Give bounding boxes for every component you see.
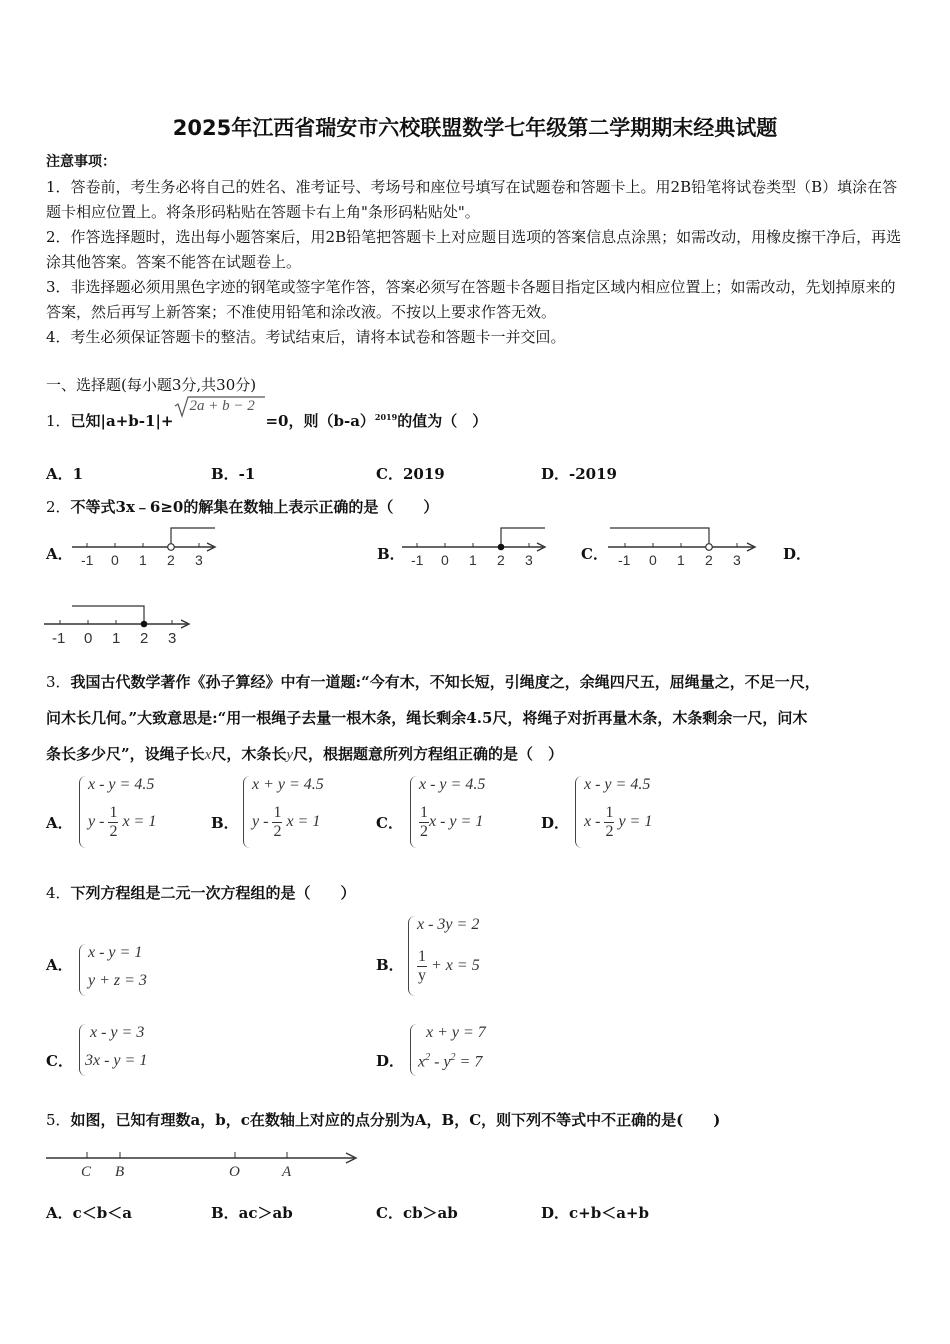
denominator: 2 [109, 823, 118, 840]
equation-part: x = 1 [122, 813, 157, 831]
equation: x - 3y = 2 [417, 916, 480, 933]
tick-label: 1 [112, 630, 121, 647]
q1-option-a: A．1 [46, 465, 84, 483]
tick-label: 0 [441, 552, 449, 568]
equation-part: + x = 5 [431, 957, 480, 975]
q4-system-d [410, 1022, 510, 1078]
number-line-d [42, 600, 197, 648]
q3-line-3b: 尺，木条长 [211, 745, 287, 763]
q3-system-d [575, 774, 685, 850]
q3-system-a [79, 774, 189, 850]
q1-text-post: =0，则（b-a） [265, 412, 375, 430]
q3-label-c: C． [376, 814, 403, 832]
q4-label-c: C． [46, 1052, 73, 1070]
brace [79, 776, 86, 848]
equation: x + y = 4.5 [252, 776, 324, 793]
fraction [419, 804, 429, 841]
q2-label-d: D． [783, 545, 812, 563]
tick-label: 2 [167, 552, 175, 568]
tick-label: 1 [469, 552, 477, 568]
notice-item-3: 3．非选择题必须用黑色字迹的钢笔或签字笔作答，答案必须写在答题卡各题目指定区域内相应位置上；如需改动，先划掉原来的答案，然后再写上新答案；不准使用铅笔和涂改液。不按以上要求作答无效。 [46, 278, 896, 321]
tick-label: -1 [81, 552, 94, 568]
q3-system-c [410, 774, 520, 850]
q1-option-b: B．-1 [211, 465, 256, 483]
q1-option-c: C．2019 [376, 465, 445, 483]
question-2 [46, 496, 438, 517]
q4-label-b: B． [376, 956, 404, 974]
point-label: A [282, 1164, 292, 1180]
question-number: 2． [46, 498, 71, 516]
q4-text: 下列方程组是二元一次方程组的是（ ） [70, 884, 356, 902]
notice-heading: 注意事项： [46, 154, 116, 170]
brace [79, 944, 86, 996]
q5-option-a: A．c＜b＜a [46, 1204, 132, 1222]
q3-line-3a: 条长多少尺”，设绳子长 [46, 745, 205, 763]
question-4 [46, 882, 356, 903]
numerator: 1 [418, 948, 426, 965]
equation-part: y - [252, 813, 269, 831]
tick-label: 3 [168, 630, 177, 647]
tick-label: 2 [140, 630, 149, 647]
exponent: 2019 [374, 412, 398, 422]
tick-label: 0 [111, 552, 119, 568]
q1-text-tail: 的值为（ ） [397, 412, 488, 430]
q2-label-c: C． [581, 545, 608, 563]
equation: x - y = 4.5 [88, 776, 155, 793]
point-label: C [81, 1164, 92, 1180]
equation: x - y = 1 [88, 944, 143, 961]
equation: y + z = 3 [88, 972, 147, 989]
tick-label: 2 [705, 552, 713, 568]
brace [243, 776, 250, 848]
q5-option-d: D．c+b＜a+b [541, 1204, 649, 1222]
tick-label: 0 [84, 630, 93, 647]
notice-item-1: 1．答卷前，考生务必将自己的姓名、准考证号、考场号和座位号填写在试题卷和答题卡上。用2B铅笔将试卷类型（B）填涂在答题卡相应位置上。将条形码粘贴在答题卡右上角"条形码粘贴处"。 [46, 178, 898, 221]
tick-label: 1 [677, 552, 685, 568]
equation-part: y - [88, 813, 105, 831]
equation-part: x - y = 1 [429, 813, 484, 831]
section-heading: 一、选择题(每小题3分,共30分) [46, 376, 257, 394]
equation-part: x = 1 [286, 813, 321, 831]
tick-label: -1 [411, 552, 424, 568]
q5-number-line [44, 1147, 364, 1181]
fraction [108, 804, 118, 841]
q1-option-d: D．-2019 [541, 465, 617, 483]
tick-label: 3 [733, 552, 741, 568]
fraction [272, 804, 282, 841]
radical-content: 2a + b − 2 [189, 398, 255, 414]
q2-label-a: A． [46, 545, 73, 563]
q4-label-a: A． [46, 956, 73, 974]
number-line-c [606, 525, 761, 570]
superscript: 2 [450, 1052, 456, 1063]
equation: x + y = 7 [426, 1024, 486, 1041]
point-label: B [115, 1164, 125, 1180]
notice-section [46, 150, 908, 350]
q3-system-b [243, 774, 353, 850]
denominator: 2 [605, 823, 614, 840]
q2-text: 不等式3x﹣6≥0的解集在数轴上表示正确的是（ ） [70, 498, 439, 516]
numerator: 1 [420, 804, 428, 821]
q5-option-c: C．cb＞ab [376, 1204, 458, 1222]
q4-system-a [79, 942, 179, 998]
question-1 [46, 398, 488, 431]
tick-label: -1 [618, 552, 631, 568]
equation: x - y = 4.5 [419, 776, 486, 793]
point-label: O [229, 1164, 240, 1180]
question-number: 5． [46, 1111, 71, 1129]
tick-label: 0 [649, 552, 657, 568]
q3-label-d: D． [541, 814, 570, 832]
fraction [417, 948, 427, 985]
radical-expression [173, 398, 265, 430]
q1-text-pre: 已知|a+b-1|+ [70, 412, 174, 430]
page-title: 2025年江西省瑞安市六校联盟数学七年级第二学期期末经典试题 [172, 116, 778, 140]
q3-label-b: B． [211, 814, 239, 832]
denominator: 2 [420, 823, 428, 840]
equation-part: = 7 [455, 1053, 483, 1071]
q4-system-c [79, 1022, 179, 1078]
question-3 [46, 664, 916, 773]
superscript: 2 [425, 1052, 431, 1063]
brace [575, 776, 582, 848]
var-x: x [204, 747, 212, 763]
q4-label-d: D． [376, 1052, 405, 1070]
tick-label: 3 [195, 552, 203, 568]
question-number: 1． [46, 412, 71, 430]
fraction [604, 804, 614, 841]
numerator: 1 [273, 804, 282, 821]
numerator: 1 [109, 804, 118, 821]
denominator: y [418, 967, 426, 984]
question-number: 3． [46, 673, 71, 691]
equation-part: y = 1 [618, 813, 653, 831]
q3-line-3c: 尺，根据题意所列方程组正确的是（ ） [293, 745, 564, 763]
q5-option-b: B．ac＞ab [211, 1204, 293, 1222]
equation: x - y = 4.5 [584, 776, 651, 793]
question-5 [46, 1109, 720, 1130]
number-line-b [400, 525, 550, 570]
number-line-a [70, 525, 220, 570]
q3-line-1: 我国古代数学著作《孙子算经》中有一道题:“今有木，不知长短，引绳度之，余绳四尺五，屈绳量之，不足一尺， [70, 673, 820, 691]
equation-part: x - [584, 813, 601, 831]
numerator: 1 [605, 804, 614, 821]
tick-label: 3 [525, 552, 533, 568]
tick-label: 2 [497, 552, 505, 568]
notice-item-4: 4．考生必须保证答题卡的整洁。考试结束后，请将本试卷和答题卡一并交回。 [46, 328, 566, 346]
brace [410, 1024, 417, 1076]
equation: x - y = 3 [90, 1024, 145, 1041]
q3-label-a: A． [46, 814, 73, 832]
tick-label: -1 [52, 630, 66, 647]
question-number: 4． [46, 884, 71, 902]
brace [410, 776, 417, 848]
equation-part: - y [430, 1053, 451, 1071]
brace [408, 916, 415, 996]
denominator: 2 [273, 823, 282, 840]
equation-part: x [418, 1053, 426, 1071]
notice-item-2: 2．作答选择题时，选出每小题答案后，用2B铅笔把答题卡上对应题目选项的答案信息点涂黑；如需改动，用橡皮擦干净后，再选涂其他答案。答案不能答在试题卷上。 [46, 228, 902, 271]
equation: 3x - y = 1 [85, 1052, 148, 1069]
q5-text: 如图，已知有理数a，b，c在数轴上对应的点分别为A，B，C，则下列不等式中不正确的是( ) [70, 1111, 721, 1129]
var-y: y [286, 747, 293, 763]
tick-label: 1 [139, 552, 147, 568]
q3-line-2: 问木长几何。”大致意思是:“用一根绳子去量一根木条，绳长剩余4.5尺，将绳子对折再量木条，木条剩余一尺，问木 [46, 709, 808, 727]
q4-system-b [408, 914, 518, 998]
q2-label-b: B． [377, 545, 405, 563]
